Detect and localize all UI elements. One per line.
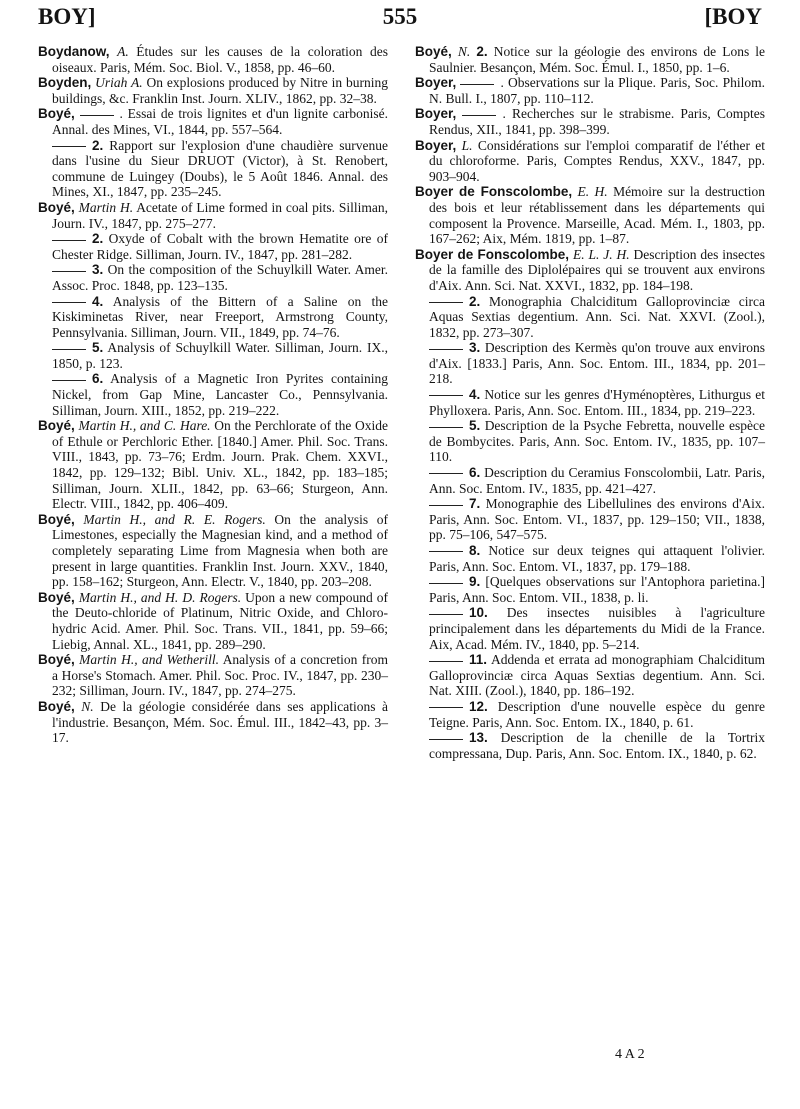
entry-text: Notice sur les genres d'Hyménoptères, Lithurgus et Phylloxera. Paris, Ann. Soc. Entom. III., 1834, pp. 219–223. xyxy=(429,387,765,418)
ditto-dash xyxy=(52,302,86,303)
entry-text: Des insectes nuisibles à l'agriculture principalement dans les départements du Midi de la France. Aix, Acad. Mém. IV., 1840, pp. 5–214. xyxy=(429,605,765,652)
bibliography-entry xyxy=(38,138,388,200)
author-given-name: Martin H., and R. E. Rogers. xyxy=(83,511,266,527)
bibliography-entry xyxy=(38,512,388,590)
author-name: Boyé, xyxy=(38,652,75,668)
entry-number: 4. xyxy=(92,293,104,309)
author-given-name: E. L. J. H. xyxy=(572,246,630,262)
entry-number: 2. xyxy=(92,231,104,247)
author-name: Boyé, xyxy=(38,418,75,434)
author-name: Boyé, xyxy=(38,511,75,527)
bibliography-entry xyxy=(38,652,388,699)
author-name: Boyé, xyxy=(38,589,75,605)
entry-number: 2. xyxy=(92,137,104,153)
bibliography-entry xyxy=(415,340,765,387)
ditto-dash xyxy=(429,661,463,662)
entry-text: Analysis of the Bittern of a Saline on the Kiskiminetas River, near Freeport, Armstrong County, Pennsylvania. Silliman, Journ. VII., 1849, pp. 74–76. xyxy=(52,293,388,340)
ditto-dash xyxy=(52,240,86,241)
right-column xyxy=(415,44,765,761)
bibliography-entry xyxy=(38,294,388,341)
author-name: Boyé, xyxy=(38,106,75,122)
entry-text: Description de la chenille de la Tortrix compressana, Dup. Paris, Ann. Soc. Entom. IX., 1840, p. 62. xyxy=(429,730,766,761)
ditto-dash xyxy=(429,395,463,396)
header-right: [BOY xyxy=(704,4,762,29)
left-column xyxy=(38,44,388,746)
ditto-dash xyxy=(52,271,86,272)
entry-text: Addenda et errata ad monographiam Chalciditum Galloprovinciæ circa Aquas Sextias degentium. Ann. Sci. Nat. XIII. (Zool.), 1840, pp. 186–192. xyxy=(429,652,765,699)
entry-text: Monographia Chalciditum Galloprovinciæ circa Aquas Sextias degentium. Ann. Sci. Nat. XXVI. (Zool.), 1832, pp. 273–307. xyxy=(429,293,766,340)
bibliography-entry xyxy=(38,231,388,262)
entry-text: De la géologie considérée dans ses applications à l'industrie. Besançon, Mém. Soc. Émul. III., 1842–43, pp. 3–17. xyxy=(52,698,389,746)
bibliography-entry xyxy=(415,247,765,294)
entry-text: Description des insectes de la famille des Diplolépaires qui se trouvent aux environs d'Aix. Ann. Sci. Nat. XXVI., 1832, pp. 184–198. xyxy=(429,246,766,293)
ditto-dash xyxy=(429,614,463,615)
author-name: Boyé, xyxy=(38,698,75,714)
entry-text: Notice sur la géologie des environs de Lons le Saulnier. Besançon, Mém. Soc. Émul. I., 1850, pp. 1–6. xyxy=(429,44,766,75)
entry-number: 6. xyxy=(92,371,104,387)
bibliography-entry xyxy=(415,138,765,185)
author-given-name: Martin H., and H. D. Rogers. xyxy=(78,589,242,605)
author-given-name: Martin H., and C. Hare. xyxy=(78,418,211,434)
bibliography-entry xyxy=(38,44,388,75)
ditto-dash xyxy=(80,115,114,116)
bibliography-entry xyxy=(415,418,765,465)
bibliography-entry xyxy=(38,75,388,106)
bibliography-entry xyxy=(415,75,765,106)
signature-mark: 4 A 2 xyxy=(615,1047,645,1062)
bibliography-entry xyxy=(415,605,765,652)
author-name: Boyé, xyxy=(38,199,75,215)
entry-text: . Essai de trois lignites et d'un lignite carbonisé. Annal. des Mines, VI., 1844, pp. 557–564. xyxy=(52,106,388,137)
entry-number: 6. xyxy=(469,465,481,481)
bibliography-entry xyxy=(415,699,765,730)
bibliography-entry xyxy=(415,184,765,246)
entry-text: On the analysis of Limestones, especially the Magnesian kind, and a method of completely separating Lime from Magnesia when both are present in large quantities. Franklin Inst. Journ. XXV., 1840, pp. 158–162; Sturgeon, Ann. Electr. V., 1840, pp. 203–208. xyxy=(52,511,389,590)
page-number: 555 xyxy=(382,4,418,29)
ditto-dash xyxy=(52,380,86,381)
author-name: Boydanow, xyxy=(38,44,110,59)
entry-text: On explosions produced by Nitre in burning buildings, &c. Franklin Inst. Journ. XLIV., 1862, pp. 32–38. xyxy=(52,75,388,106)
entry-number: 2. xyxy=(469,293,481,309)
ditto-dash xyxy=(429,583,463,584)
bibliography-entry xyxy=(415,574,765,605)
author-given-name: L. xyxy=(461,137,473,153)
running-header xyxy=(38,0,762,36)
author-given-name: Martin H., and Wetherill. xyxy=(79,652,220,668)
ditto-dash xyxy=(460,84,494,85)
author-name: Boyer de Fonscolombe, xyxy=(415,184,573,200)
entry-text: Analysis of a Magnetic Iron Pyrites containing Nickel, from Gap Mine, Lancaster Co., Pennsylvania. Silliman, Journ. XIII., 1852, pp. 219–222. xyxy=(52,371,388,418)
entry-number: 3. xyxy=(92,262,104,278)
entry-text: Notice sur deux teignes qui attaquent l'olivier. Paris, Ann. Soc. Entom. VI., 1837, pp. 179–188. xyxy=(429,543,765,574)
header-left: BOY] xyxy=(38,4,96,29)
bibliography-entry xyxy=(415,652,765,699)
entry-number: 10. xyxy=(469,605,488,621)
entry-text: Oxyde of Cobalt with the brown Hematite ore of Chester Ridge. Silliman, Journ. IV., 1847, pp. 281–282. xyxy=(52,231,389,262)
author-name: Boyé, xyxy=(415,44,452,59)
entry-text: On the composition of the Schuylkill Water. Amer. Assoc. Proc. 1848, pp. 123–135. xyxy=(52,262,388,293)
author-given-name: Martin H. xyxy=(78,199,134,215)
entry-number: 5. xyxy=(92,340,104,356)
ditto-dash xyxy=(429,302,463,303)
entry-text: . Observations sur la Plique. Paris, Soc. Philom. N. Bull. I., 1807, pp. 110–112. xyxy=(429,75,765,106)
bibliography-entry xyxy=(415,730,765,761)
bibliography-entry xyxy=(415,496,765,543)
entry-text: On the Perchlorate of the Oxide of Ethule or Perchloric Ether. [1840.] Amer. Phil. Soc. Trans. VIII., 1843, pp. 73–76; Erdm. Journ. Prak. Chem. XXVI., 1842, pp. 129–132; Bibl. Univ. XL., 1842, pp. 183–185; Silliman, Journ. XLII., 1842, pp. 63–66; Sturgeon, Ann. Electr. VIII., 1842, pp. 406–409. xyxy=(52,418,389,512)
bibliography-entry xyxy=(38,106,388,137)
entry-text: Description de la Psyche Febretta, nouvelle espèce de Bombycites. Paris, Ann. Soc. Entom. IV., 1835, pp. 107–110. xyxy=(429,418,765,465)
ditto-dash xyxy=(429,473,463,474)
ditto-dash xyxy=(52,349,86,350)
ditto-dash xyxy=(429,739,463,740)
entry-text: Rapport sur l'explosion d'une chaudière survenue dans l'usine du Sieur DRUOT (Victor), à St. Renobert, commune de Luingey (Doubs), le 5 Août 1846. Annal. des Mines, XI., 1847, pp. 235–245. xyxy=(52,137,388,200)
entry-number: 4. xyxy=(469,387,481,403)
entry-text: Analysis of a concretion from a Horse's Stomach. Amer. Phil. Soc. Proc. IV., 1847, pp. 230–232; Silliman, Journ. IV., 1847, pp. 274–275. xyxy=(52,652,389,699)
author-name: Boyer, xyxy=(415,75,457,91)
entry-text: Description du Ceramius Fonscolombii, Latr. Paris, Ann. Soc. Entom. IV., 1835, pp. 421–427. xyxy=(429,465,765,496)
entry-text: Acetate of Lime formed in coal pits. Silliman, Journ. IV., 1847, pp. 275–277. xyxy=(52,199,389,231)
entry-number: 5. xyxy=(469,418,481,434)
author-given-name: N. xyxy=(81,698,94,714)
bibliography-entry xyxy=(415,106,765,137)
ditto-dash xyxy=(429,551,463,552)
entry-number: 12. xyxy=(469,698,488,714)
author-name: Boyer, xyxy=(415,106,457,122)
entry-number: 9. xyxy=(469,574,481,590)
ditto-dash xyxy=(429,707,463,708)
author-given-name: A. xyxy=(117,44,129,59)
author-given-name: E. H. xyxy=(577,184,608,200)
entry-text: . Recherches sur le strabisme. Paris, Comptes Rendus, XII., 1841, pp. 398–399. xyxy=(429,106,765,137)
entry-text: Mémoire sur la destruction des bois et leur rétablissement dans les départements qui composent la Provence. Marseille, Acad. Mém. I., 1803, pp. 167–262; Aix, Mém. 1819, pp. 1–87. xyxy=(429,184,765,247)
bibliography-entry xyxy=(415,44,765,75)
author-given-name: Uriah A. xyxy=(95,75,143,91)
bibliography-entry xyxy=(38,262,388,293)
author-name: Boyden, xyxy=(38,75,92,91)
entry-text: [Quelques observations sur l'Antophora parietina.] Paris, Ann. Soc. Entom. VII., 1838, p. li. xyxy=(429,574,765,605)
bibliography-entry xyxy=(38,371,388,418)
bibliography-entry xyxy=(38,590,388,652)
bibliography-entry xyxy=(38,418,388,512)
entry-text: Monographie des Libellulines des environs d'Aix. Paris, Ann. Soc. Entom. VI., 1837, pp. 129–150; VII., 1838, pp. 75–106, 547–575. xyxy=(429,496,766,543)
author-given-name: N. xyxy=(457,44,471,59)
bibliography-entry xyxy=(415,543,765,574)
entry-number: 2. xyxy=(476,44,488,59)
bibliography-entry xyxy=(38,699,388,746)
entry-text: Description des Kermès qu'on trouve aux environs d'Aix. [1833.] Paris, Ann. Soc. Entom. III., 1834, pp. 201–218. xyxy=(429,340,766,387)
ditto-dash xyxy=(429,427,463,428)
ditto-dash xyxy=(52,146,86,147)
author-name: Boyer, xyxy=(415,137,457,153)
entry-number: 13. xyxy=(469,730,488,746)
entry-text: Description d'une nouvelle espèce du genre Teigne. Paris, Ann. Soc. Entom. IX., 1840, p. 61. xyxy=(429,698,765,730)
ditto-dash xyxy=(429,505,463,506)
bibliography-entry xyxy=(415,294,765,341)
bibliography-entry xyxy=(38,200,388,231)
entry-text: Upon a new compound of the Deuto-chloride of Platinum, Nitric Oxide, and Chloro-hydric Acid. Amer. Phil. Soc. Trans. VII., 1841, pp. 59–66; Liebig, Annal. XL., 1841, pp. 289–290. xyxy=(52,589,389,652)
entry-text: Considérations sur l'emploi comparatif de l'éther et du chloroforme. Paris, Comptes Rendus, XXV., 1847, pp. 903–904. xyxy=(429,137,766,184)
ditto-dash xyxy=(462,115,496,116)
entry-number: 7. xyxy=(469,496,481,512)
author-name: Boyer de Fonscolombe, xyxy=(415,246,570,262)
entry-number: 3. xyxy=(469,340,481,356)
entry-text: Études sur les causes de la coloration des oiseaux. Paris, Mém. Soc. Biol. V., 1858, pp. 46–60. xyxy=(52,44,389,75)
entry-text: Analysis of Schuylkill Water. Silliman, Journ. IX., 1850, p. 123. xyxy=(52,340,388,371)
ditto-dash xyxy=(429,349,463,350)
bibliography-entry xyxy=(415,465,765,496)
entry-number: 11. xyxy=(469,652,488,668)
bibliography-entry xyxy=(415,387,765,418)
entry-number: 8. xyxy=(469,543,481,558)
bibliography-entry xyxy=(38,340,388,371)
